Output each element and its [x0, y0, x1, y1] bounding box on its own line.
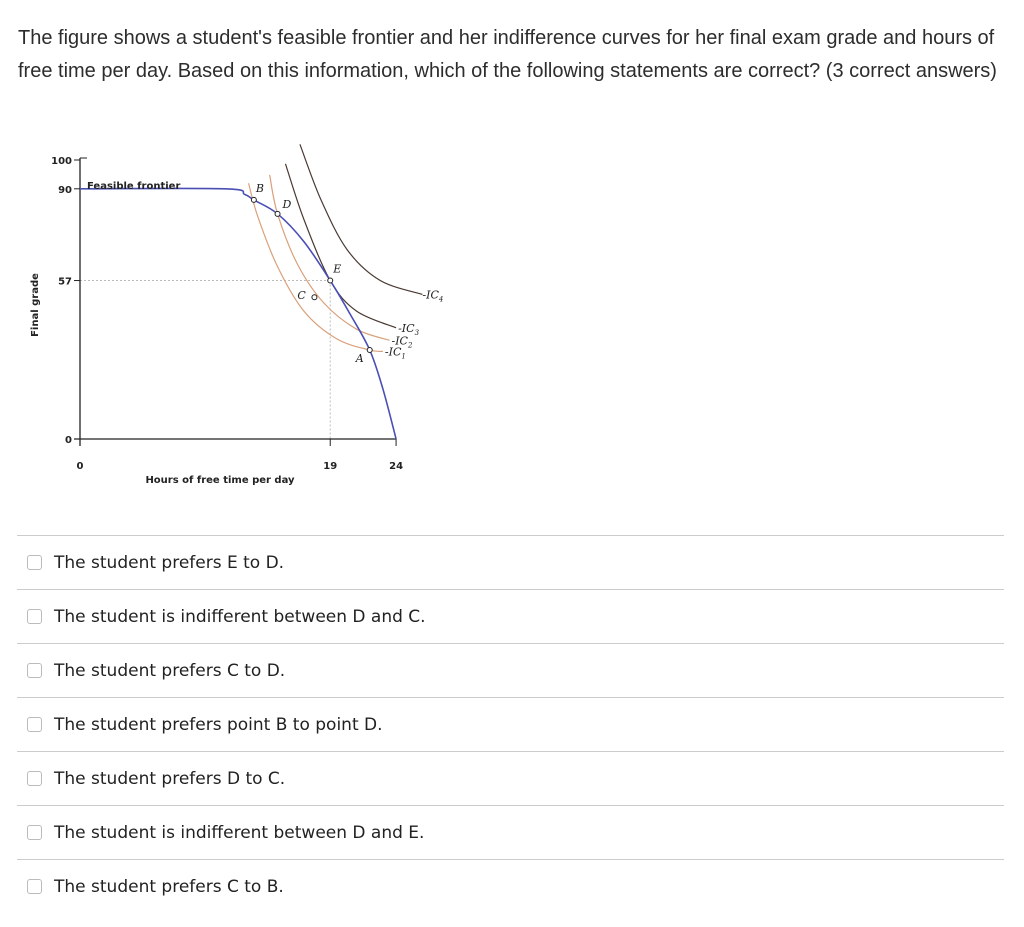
point-c — [312, 295, 317, 300]
checkbox[interactable] — [27, 609, 42, 624]
option-label: The student is indifferent between D and C. — [54, 606, 426, 627]
option-row[interactable] — [17, 859, 1004, 913]
checkbox[interactable] — [27, 771, 42, 786]
checkbox[interactable] — [27, 717, 42, 732]
option-row[interactable] — [17, 697, 1004, 751]
point-a — [367, 348, 372, 353]
point-label-b: B — [255, 181, 264, 195]
point-label-a: A — [355, 352, 364, 366]
feasible-frontier-line — [80, 188, 396, 439]
option-label: The student is indifferent between D and E. — [54, 822, 425, 843]
option-label: The student prefers E to D. — [54, 552, 285, 573]
y-tick-label: 0 — [65, 435, 72, 446]
point-label-d: D — [282, 197, 292, 211]
x-tick-label: 0 — [76, 461, 84, 472]
checkbox[interactable] — [27, 663, 42, 678]
option-row[interactable] — [17, 589, 1004, 643]
x-axis-label: Hours of free time per day — [145, 475, 295, 486]
y-tick-label: 57 — [58, 276, 72, 288]
feasible-frontier-chart — [0, 140, 470, 500]
checkbox[interactable] — [27, 879, 42, 894]
indifference-curve-ic4 — [300, 144, 422, 294]
ic-label-ic1: $-IC_1$ — [384, 345, 406, 361]
point-b — [251, 197, 256, 202]
ic-label-ic3: $-IC_3$ — [398, 321, 420, 337]
option-row[interactable] — [17, 805, 1004, 859]
answer-options — [17, 535, 1004, 913]
y-tick-label: 90 — [58, 184, 72, 196]
option-row[interactable] — [17, 535, 1004, 589]
ic-label-ic2: $-IC_2$ — [391, 334, 413, 350]
point-label-e: E — [333, 262, 342, 276]
x-tick-label: 24 — [389, 461, 404, 472]
point-label-c: C — [297, 289, 306, 303]
question-text: The figure shows a student's feasible frontier and her indifference curves for her final exam grade and hours of free time per day. Based on this information, which of the following statements are correct? (3 correct answers) — [18, 27, 997, 82]
checkbox[interactable] — [27, 555, 42, 570]
option-label: The student prefers C to B. — [54, 876, 284, 897]
option-row[interactable] — [17, 643, 1004, 697]
option-row[interactable] — [17, 751, 1004, 805]
ic-label-ic4: $-IC_4$ — [422, 288, 444, 304]
point-e — [328, 278, 333, 283]
option-label: The student prefers D to C. — [54, 768, 286, 789]
option-label: The student prefers point B to point D. — [54, 714, 383, 735]
frontier-label: Feasible frontier — [87, 181, 181, 192]
y-tick-label: 100 — [51, 156, 72, 167]
option-label: The student prefers C to D. — [54, 660, 286, 681]
point-d — [275, 211, 280, 216]
x-tick-label: 19 — [323, 461, 338, 472]
indifference-curve-ic3 — [285, 164, 396, 328]
y-axis-label: Final grade — [30, 273, 41, 337]
checkbox[interactable] — [27, 825, 42, 840]
